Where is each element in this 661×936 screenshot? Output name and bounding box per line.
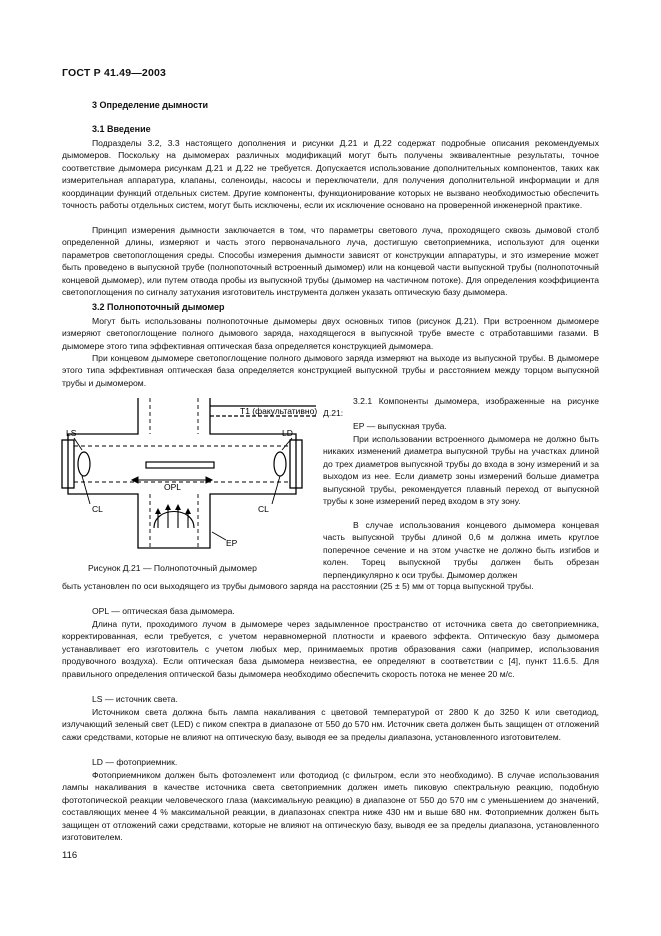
subsection-title-full-flow: 3.2 Полнопоточный дымомер — [92, 302, 225, 312]
label-cl-right: CL — [258, 504, 269, 514]
label-t1: T1 (факультативно) — [240, 406, 318, 416]
paragraph-opl: OPL — оптическая база дымомера. — [92, 606, 235, 616]
section-title: 3 Определение дымности — [92, 100, 209, 110]
subsection-title-introduction: 3.1 Введение — [92, 124, 151, 134]
label-opl: OPL — [164, 482, 182, 492]
paragraph-ls: LS — источник света. — [92, 694, 178, 704]
paragraph-principle: Принцип измерения дымности заключается в том, что параметры светового луча, проходящего сквозь дымовой столб определенной длины, измеряют и часть этого первоначального луча, достигшую светоприемника, используют для оценки параметров светопоглощения среды. Способы измерения дымности зависят от конструкции аппаратуры, и это измерение может быть проведено в выпускной трубе (полнопоточный встроенный дымомер) или на концевой части выпускной трубы (полнопоточный концевой дымомер), или путем отвода пробы из выпускной трубы (дымомер на частичном потоке). Для определения коэффициента светопоглощения по сигналу затухания изготовитель инструмента должен указать оптическую базу дымомера. — [62, 225, 599, 298]
label-cl-left: CL — [92, 504, 103, 514]
paragraph-ld-details: Фотоприемником должен быть фотоэлемент или фотодиод (с фильтром, если это необходимо). В случае использования лампы накаливания в качестве источника света светоприемник должен иметь пиковую спектральную реакцию, подобную фототопической реакции человеческого глаза (максимальную реакцию) в диапазоне от 550 до 570 нм с уменьшением до значений, составляющих менее 4 % максимальной реакции, в диапазонах спектра ниже 430 нм и выше 680 нм. Фотоприемник должен быть защищен от отложений сажи средствами, которые не влияют на оптическую базу, выводя ее за пределы диапазона, установленного изготовителем. — [62, 770, 599, 843]
paragraph-types: Могут быть использованы полнопоточные дымомеры двух основных типов (рисунок Д.21). При встроенном дымомере измеряют светопоглощение полного дымового заряда, находящегося в выпускной трубе вместе с отработавшими газами. В дымомере этого типа эффективная оптическая база определяется конструкцией дымомера. — [62, 316, 599, 351]
label-ep: EP — [226, 538, 238, 548]
figure-full-flow-opacimeter — [60, 394, 322, 560]
paragraph-introduction: Подразделы 3.2, 3.3 настоящего дополнения и рисунки Д.21 и Д.22 содержат подробные описания рекомендуемых дымомеров. Поскольку на дымомерах различных модификаций могут быть получены эквивалентные результаты, точное соответствие дымомера рисункам Д.21 и Д.22 не требуется. Допускается использование дополнительных компонентов, таких как измерительная аппаратура, клапаны, соленоиды, насосы и переключатели, для получения дополнительной информации и для координации функций отдельных систем. Другие компоненты, функционирование которых не вызвано необходимостью обеспечить точность работы отдельных систем, могут быть исключены, если их исключение основано на проверенной инженерной практике. — [62, 138, 599, 211]
document-header: ГОСТ Р 41.49—2003 — [62, 67, 167, 79]
paragraph-end-opacimeter: При концевом дымомере светопоглощение полного дымового заряда измеряют на выходе из выпускной трубы. В дымомере этого типа эффективная оптическая база определяется конструкцией выпускной трубы и расстоянием между торцом выпускной трубы и дымомером. — [62, 353, 599, 388]
paragraph-ep: EP — выпускная труба. — [353, 421, 447, 431]
paragraph-end-meter: В случае использования концевого дымомера концевая часть выпускной трубы длиной 0,6 м должна иметь круглое поперечное сечение и на этом участке не должно быть изгибов и колен. Торец выпускной трубы должен быть обрезан перпендикулярно к оси трубы. Дымомер должен — [323, 520, 599, 580]
paragraph-ep-details: При использовании встроенного дымомера не должно быть никаких изменений диаметра выпускной трубы на участках длиной до трех диаметров выпускной трубы до входа в зону измерений и за выходом из нее. Если диаметр зоны измерений больше диаметра выпускной трубы, рекомендуется плавный переход от выпускной трубы к зоне измерений перед входом в эту зону. — [323, 434, 599, 507]
paragraph-ls-details: Источником света должна быть лампа накаливания с цветовой температурой от 2800 К до 3250 К или светодиод, излучающий зеленый свет (LED) с пиком спектра в диапазоне от 550 до 570 нм. Источник света должен быть защищен от отложений сажи средствами, которые не влияют на оптическую базу, выводя ее за пределы диапазона, установленного изготовителем. — [62, 707, 599, 742]
paragraph-installation: быть установлен по оси выходящего из трубы дымового заряда на расстоянии (25 ± 5) мм от торца выпускной трубы. — [62, 581, 534, 591]
label-ls: LS — [66, 428, 77, 438]
paragraph-components: 3.2.1 Компоненты дымомера, изображенные на рисунке Д.21: — [323, 396, 599, 419]
paragraph-opl-details: Длина пути, проходимого лучом в дымомере через задымленное пространство от источника света до светоприемника, корректированная, если требуется, с учетом неравномерной плотности и краевого эффекта. Оптическую базу дымомера устанавливает его изготовитель с учетом любых мер, принимаемых против образования сажи (например, использования продувочного воздуха). Если оптическая база дымомера неизвестна, ее определяют в соответствии с [4], пункт 11.6.5. Для правильного определения оптической базы дымомера необходимо обеспечить скорость потока не менее 20 м/с. — [62, 619, 599, 679]
label-ld: LD — [282, 428, 293, 438]
paragraph-ld: LD — фотоприемник. — [92, 757, 178, 767]
page-number: 116 — [62, 850, 78, 861]
figure-caption: Рисунок Д.21 — Полнопоточный дымомер — [88, 563, 257, 573]
